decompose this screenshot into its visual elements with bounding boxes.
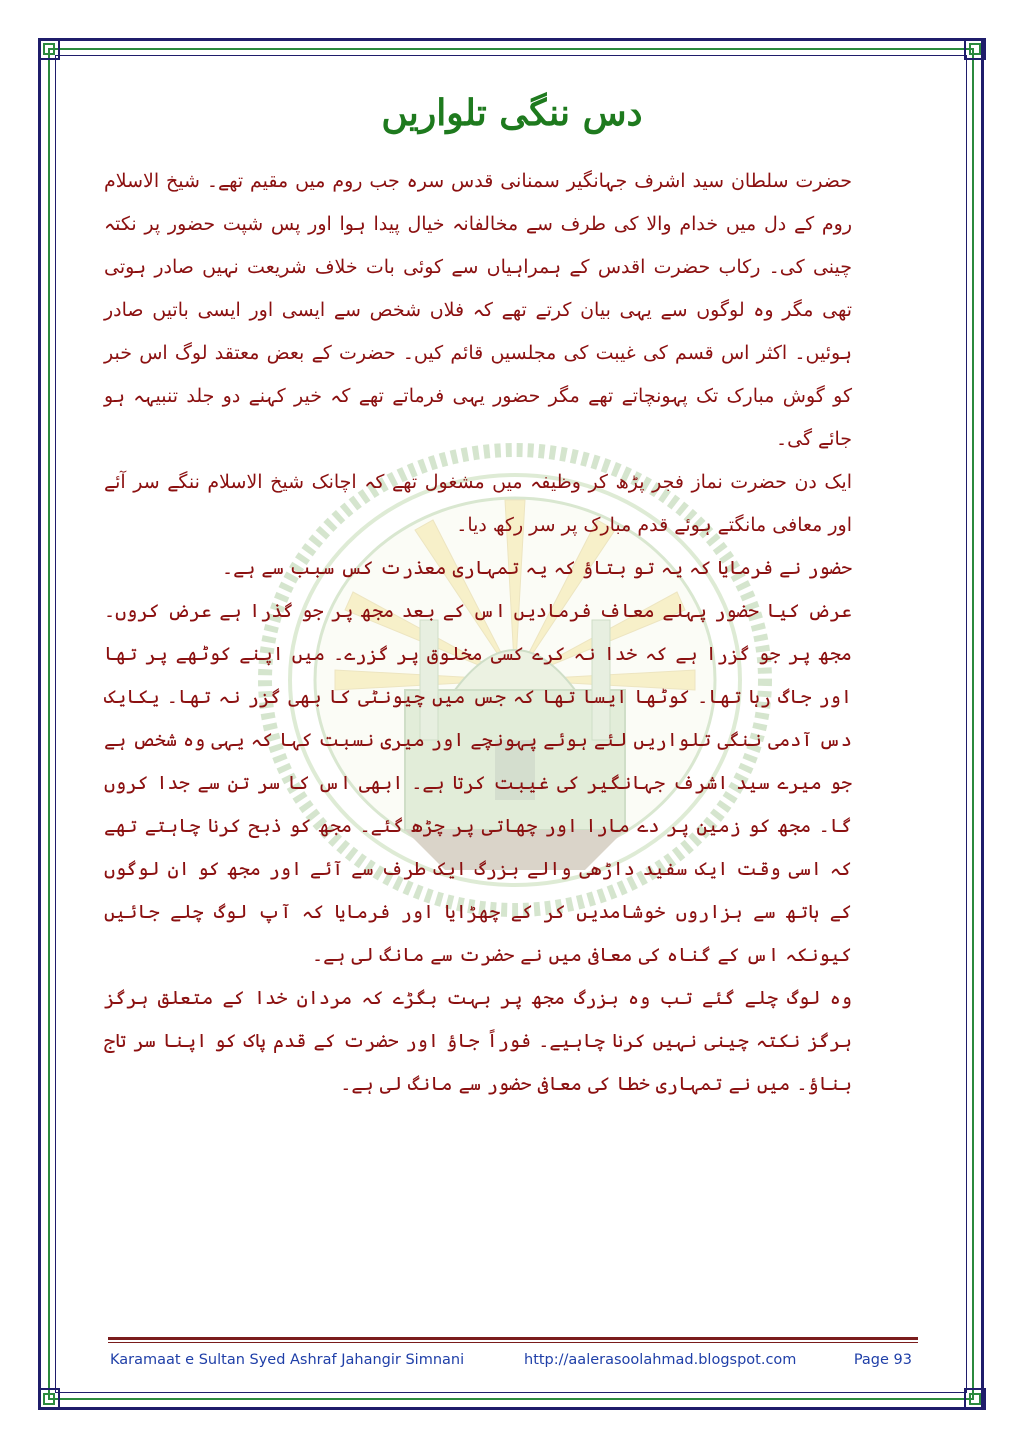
footer-divider — [108, 1337, 918, 1340]
footer-divider-thin — [108, 1342, 918, 1343]
footer-url-link[interactable]: http://aalerasoolahmad.blogspot.com — [524, 1352, 797, 1368]
ornamental-corner-icon — [962, 1386, 988, 1412]
paragraph: حضور نے فرمایا کہ یہ تو بتاؤ کہ یہ تمہاری معذرت کس سبب سے ہے۔ — [221, 557, 852, 579]
page-footer — [110, 1352, 920, 1376]
footer-book-title: Karamaat e Sultan Syed Ashraf Jahangir Simnani — [110, 1352, 465, 1368]
ornamental-corner-icon — [36, 36, 62, 62]
paragraph: ایک دن حضرت نماز فجر پڑھ کر وظیفہ میں مشغول تھے کہ اچانک شیخ الاسلام ننگے سر آئے اور معافی مانگتے ہوئے قدم مبارک پر سر رکھ دیا۔ — [104, 471, 852, 536]
ornamental-corner-icon — [962, 36, 988, 62]
paragraph: عرض کیا حضور پہلے معاف فرمادیں اس کے بعد مجھ پر جو گذرا ہے عرض کروں۔ مجھ پر جو گزرا ہے کہ خدا نہ کرے کسی مخلوق پر گزرے۔ میں اپنے کوٹھے پر تھا اور جاگ رہا تھا۔ کوٹھا ایسا تھا کہ جس میں چیونٹی کا بھی گزر نہ تھا۔ یکایک دس آدمی ننگی تلواریں لئے ہوئے پہونچے اور میری نسبت کہا کہ یہی وہ شخص ہے جو میرے سید اشرف جہانگیر کی غیبت کرتا ہے۔ ابھی اس کا سر تن سے جدا کروں گا۔ مجھ کو زمین پر دے مارا اور چھاتی پر چڑھ گئے۔ مجھ کو ذبح کرنا چاہتے تھے کہ اسی وقت ایک سفید داڑھی والے بزرگ ایک طرف سے آئے اور مجھ کو ان لوگوں کے ہاتھ سے ہزاروں خوشامدیں کر کے چھڑایا اور فرمایا کہ آپ لوگ چلے جائیں کیونکہ اس کے گناہ کی معافی میں نے حضرت سے مانگ لی ہے۔ — [104, 600, 852, 966]
article-body — [104, 160, 852, 1106]
paragraph: وہ لوگ چلے گئے تب وہ بزرگ مجھ پر بہت بگڑے کہ مردان خدا کے متعلق ہرگز ہرگز نکتہ چینی نہیں کرنا چاہیے۔ فوراً جاؤ اور حضرت کے قدم پاک کو اپنا سر تاج بناؤ۔ میں نے تمہاری خطا کی معافی حضور سے مانگ لی ہے۔ — [104, 987, 852, 1095]
paragraph: حضرت سلطان سید اشرف جہانگیر سمنانی قدس سرہ جب روم میں مقیم تھے۔ شیخ الاسلام روم کے دل میں خدام والا کی طرف سے مخالفانہ خیال پیدا ہوا اور پس شپت حضور پر نکتہ چینی کی۔ رکاب حضرت اقدس کے ہمراہیاں سے کوئی بات خلاف شریعت نہیں صادر ہوتی تھی مگر وہ لوگوں سے یہی بیان کرتے تھے کہ فلاں شخص سے ایسی اور ایسی باتیں صادر ہوئیں۔ اکثر اس قسم کی غیبت کی مجلسیں قائم کیں۔ حضرت کے بعض معتقد لوگ اس خبر کو گوش مبارک تک پہونچاتے تھے مگر حضور یہی فرماتے تھے کہ خیر کہنے دو جلد تنبیہہ ہو جائے گی۔ — [104, 170, 852, 450]
footer-page-number: Page 93 — [853, 1352, 912, 1368]
ornamental-corner-icon — [36, 1386, 62, 1412]
page-title: دس ننگی تلواریں — [381, 92, 643, 134]
